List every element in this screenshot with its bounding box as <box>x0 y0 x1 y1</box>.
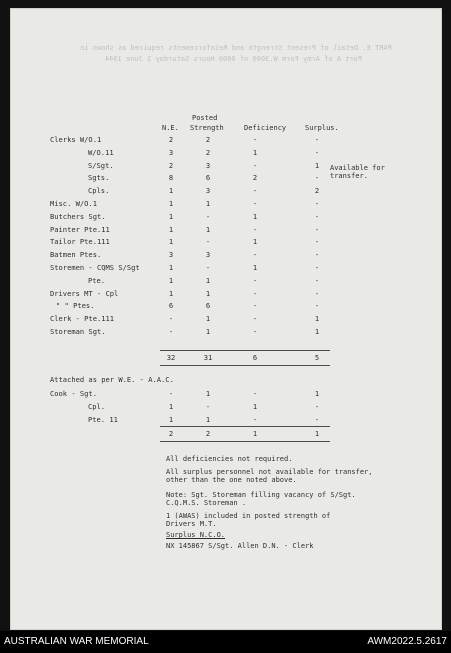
row-label: " " Ptes. <box>56 301 95 311</box>
row-ne: 6 <box>168 301 174 311</box>
total-ps: 31 <box>203 353 213 362</box>
row-label: Cpls. <box>88 186 110 196</box>
row-ne: 1 <box>168 263 174 272</box>
att-label: Pte. 11 <box>88 415 118 424</box>
row-ne: 1 <box>168 224 174 234</box>
row-ps: 1 <box>205 327 211 336</box>
att-ne: - <box>168 389 174 398</box>
row-def: 1 <box>252 147 258 157</box>
row-label: Storemen - CQMS S/Sgt <box>50 263 140 272</box>
row-def: - <box>252 199 258 208</box>
row-ne: 1 <box>168 275 174 285</box>
header-strength: Strength <box>190 124 224 132</box>
row-ps: - <box>205 237 211 247</box>
att-ne: 1 <box>168 415 174 424</box>
att-total-sur: 1 <box>314 429 320 438</box>
row-sur: 1 <box>314 327 320 336</box>
row-sur: - <box>314 237 320 247</box>
row-label: Painter Pte.11 <box>50 224 110 234</box>
attached-header: Attached as per W.E. - A.A.C. <box>50 375 174 384</box>
totals-rule-top <box>160 350 330 351</box>
att-ps: - <box>205 402 211 411</box>
row-sur: 1 <box>314 314 320 324</box>
row-ps: 1 <box>205 314 211 324</box>
row-ps: 1 <box>205 199 211 208</box>
row-label: Misc. W/O.1 <box>50 199 97 208</box>
row-ps: 3 <box>205 250 211 260</box>
row-ne: - <box>168 327 174 336</box>
header-posted: Posted <box>192 114 218 122</box>
surplus-nco-line: NX 145867 S/Sgt. Allen D.N. - Clerk <box>166 542 314 550</box>
row-label: Clerk - Pte.111 <box>50 314 115 324</box>
row-def: 1 <box>252 237 258 247</box>
row-ne: 1 <box>168 288 174 298</box>
row-ne: 1 <box>168 237 174 247</box>
row-sur: 2 <box>314 186 320 196</box>
archive-footer <box>0 631 451 653</box>
footer-left-text: AUSTRALIAN WAR MEMORIAL <box>4 636 149 647</box>
row-ps: 2 <box>205 135 211 144</box>
note-line: Drivers M.T. <box>166 520 217 528</box>
row-def: - <box>252 186 258 196</box>
att-label: Cpl. <box>88 402 106 411</box>
att-sur: - <box>314 415 320 424</box>
footer-right-text: AWM2022.5.2617 <box>367 636 447 647</box>
att-total-def: 1 <box>252 429 258 438</box>
row-sur: 1 <box>314 160 320 170</box>
row-ps: 1 <box>205 224 211 234</box>
row-def: - <box>252 288 258 298</box>
row-ne: 1 <box>168 211 174 221</box>
bleed-through-line-2: Part A of Army Form W.3009 of 0000 Hours Saturday 1 June 1944 <box>105 55 363 63</box>
row-sur: - <box>314 224 320 234</box>
row-ps: 2 <box>205 147 211 157</box>
row-sur: - <box>314 275 320 285</box>
row-ps: - <box>205 211 211 221</box>
row-label: Sgts. <box>88 173 110 183</box>
bleed-through-line-1: PART E. Detail of Present Strength and Reinforcements required as shown in <box>80 44 392 52</box>
row-sur: - <box>314 173 320 183</box>
row-ne: 8 <box>168 173 174 183</box>
row-label: Clerks W/O.1 <box>50 135 102 144</box>
note-line: C.Q.M.S. Storeman . <box>166 499 247 507</box>
row-label: Pte. <box>88 275 106 285</box>
att-label: Cook - Sgt. <box>50 389 97 398</box>
row-def: - <box>252 135 258 144</box>
row-sur: - <box>314 250 320 260</box>
row-ps: 1 <box>205 288 211 298</box>
attached-rule-top <box>160 426 330 427</box>
row-def: 1 <box>252 263 258 272</box>
note-line: 1 (AWAS) included in posted strength of <box>166 512 331 520</box>
row-label: S/Sgt. <box>88 160 114 170</box>
row-def: - <box>252 224 258 234</box>
row-ps: 6 <box>205 173 211 183</box>
note-line: other than the one noted above. <box>166 476 297 484</box>
att-def: - <box>252 415 258 424</box>
att-sur: - <box>314 402 320 411</box>
row-ne: 1 <box>168 199 174 208</box>
row-def: - <box>252 250 258 260</box>
att-ps: 1 <box>205 415 211 424</box>
total-ne: 32 <box>166 353 176 362</box>
row-ne: 2 <box>168 135 174 144</box>
att-total-ne: 2 <box>168 429 174 438</box>
row-def: - <box>252 275 258 285</box>
side-note-line-2: transfer. <box>330 172 368 180</box>
note-line: All deficiencies not required. <box>166 455 293 463</box>
row-ne: 3 <box>168 250 174 260</box>
side-note-line-1: Available for <box>330 164 385 172</box>
row-def: - <box>252 160 258 170</box>
surplus-nco-title: Surplus N.C.O. <box>166 531 226 539</box>
att-def: - <box>252 389 258 398</box>
row-label: Drivers MT - Cpl <box>50 288 119 298</box>
row-label: Batmen Ptes. <box>50 250 102 260</box>
total-def: 6 <box>252 353 258 362</box>
row-label: W/O.11 <box>88 147 114 157</box>
total-sur: 5 <box>314 353 320 362</box>
row-sur: - <box>314 301 320 311</box>
note-line: All surplus personnel not available for transfer, <box>166 468 373 476</box>
att-total-ps: 2 <box>205 429 211 438</box>
row-label: Butchers Sgt. <box>50 211 106 221</box>
row-def: - <box>252 327 258 336</box>
att-def: 1 <box>252 402 258 411</box>
attached-rule-bottom <box>160 441 330 442</box>
row-def: - <box>252 314 258 324</box>
note-line: Note: Sgt. Storeman filling vacancy of S/Sgt. <box>166 491 356 499</box>
row-ne: 3 <box>168 147 174 157</box>
row-ps: 6 <box>205 301 211 311</box>
row-ps: 1 <box>205 275 211 285</box>
att-ps: 1 <box>205 389 211 398</box>
att-sur: 1 <box>314 389 320 398</box>
row-ps: 3 <box>205 186 211 196</box>
row-label: Storeman Sgt. <box>50 327 106 336</box>
row-ne: 1 <box>168 186 174 196</box>
header-surplus: Surplus. <box>305 124 339 132</box>
row-def: - <box>252 301 258 311</box>
row-ne: 2 <box>168 160 174 170</box>
row-sur: - <box>314 211 320 221</box>
row-def: 1 <box>252 211 258 221</box>
row-def: 2 <box>252 173 258 183</box>
row-sur: - <box>314 288 320 298</box>
totals-rule-bottom <box>160 365 330 366</box>
header-deficiency: Deficiency <box>244 124 287 132</box>
row-sur: - <box>314 147 320 157</box>
row-ps: - <box>205 263 211 272</box>
row-sur: - <box>314 199 320 208</box>
row-sur: - <box>314 135 320 144</box>
row-ne: - <box>168 314 174 324</box>
row-ps: 3 <box>205 160 211 170</box>
att-ne: 1 <box>168 402 174 411</box>
header-ne: N.E. <box>162 124 179 132</box>
row-label: Tailor Pte.111 <box>50 237 110 247</box>
row-sur: - <box>314 263 320 272</box>
